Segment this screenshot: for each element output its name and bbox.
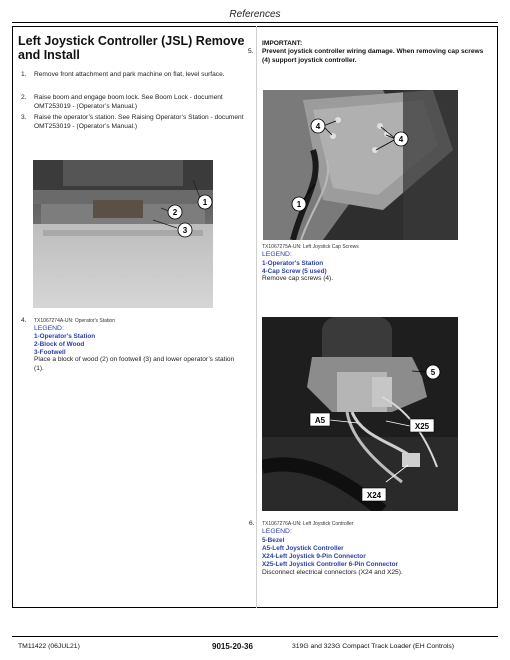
- figure-2-legend-title: LEGEND:: [262, 251, 292, 258]
- footer-page-number: 9015-20-36: [212, 642, 253, 651]
- callout-x25: X25: [414, 422, 430, 431]
- callout-4: 4: [315, 122, 321, 131]
- callout-x24: X24: [366, 491, 382, 500]
- running-header: References: [229, 9, 281, 20]
- legend-item: 4-Cap Screw (5 used): [262, 268, 327, 275]
- footer-rule: [12, 636, 498, 637]
- step-text: Raise the operator’s station. See Raising Operator’s Station - document OMT253019 - (Operator’s Manual.): [34, 114, 244, 130]
- figure-3-legend-title: LEGEND:: [262, 528, 292, 535]
- important-note: [248, 48, 492, 65]
- step-4-number: 4.: [21, 317, 27, 324]
- legend-item: 1-Operator's Station: [34, 333, 96, 340]
- step-5-text: Remove cap screws (4).: [262, 275, 334, 282]
- callout-2: 2: [172, 208, 178, 217]
- callout-1: 1: [202, 198, 208, 207]
- legend-item: 3-Footwell: [34, 349, 66, 356]
- step-6-text: Disconnect electrical connectors (X24 and X25).: [262, 569, 403, 576]
- figure-cap-screws-photo: [263, 90, 458, 240]
- callout-3: 3: [182, 226, 188, 235]
- header-rule: [12, 22, 498, 23]
- footer-doc-number: TM11422 (06JUL21): [18, 643, 80, 650]
- step-text: Remove front attachment and park machine on flat, level surface.: [34, 71, 225, 78]
- figure-1-caption: TX1067274A-UN: Operator's Station: [34, 318, 115, 324]
- legend-item: A5-Left Joystick Controller: [262, 545, 344, 552]
- step-number: 3.: [21, 114, 27, 121]
- figure-1-legend-title: LEGEND:: [34, 325, 64, 332]
- figure-joystick-controller-photo: [262, 317, 458, 511]
- figure-2-caption: TX1067275A-UN: Left Joystick Cap Screws: [262, 244, 359, 250]
- footer-product: 319G and 323G Compact Track Loader (EH Controls): [292, 643, 455, 650]
- legend-item: X25-Left Joystick Controller 6-Pin Connector: [262, 561, 399, 568]
- important-heading: IMPORTANT:: [262, 40, 303, 47]
- legend-item: 5-Bezel: [262, 537, 285, 544]
- callout-a5: A5: [314, 416, 326, 425]
- legend-item: X24-Left Joystick 9-Pin Connector: [262, 553, 366, 560]
- figure-operators-station-photo: [33, 160, 213, 308]
- figure-3-caption: TX1067276A-UN: Left Joystick Controller: [262, 521, 354, 527]
- step-4-text: Place a block of wood (2) on footwell (3) and lower operator’s station (1).: [34, 356, 235, 372]
- legend-item: 1-Operator's Station: [262, 260, 324, 267]
- legend-item: 2-Block of Wood: [34, 341, 85, 348]
- step-6-number: 6.: [249, 520, 255, 527]
- step-number: 2.: [21, 94, 27, 101]
- important-text: Prevent joystick controller wiring damage. When removing cap screws (4) support joystick controller.: [262, 48, 484, 64]
- callout-5: 5: [430, 368, 436, 377]
- callout-1: 1: [296, 200, 302, 209]
- step-number: 1.: [21, 71, 27, 78]
- callout-4: 4: [398, 135, 404, 144]
- step-text: Raise boom and engage boom lock. See Boom Lock - document OMT253019 - (Operator’s Manual.): [34, 94, 223, 110]
- section-title: Left Joystick Controller (JSL) Remove and Install: [18, 34, 245, 62]
- step-number: 5.: [248, 48, 254, 55]
